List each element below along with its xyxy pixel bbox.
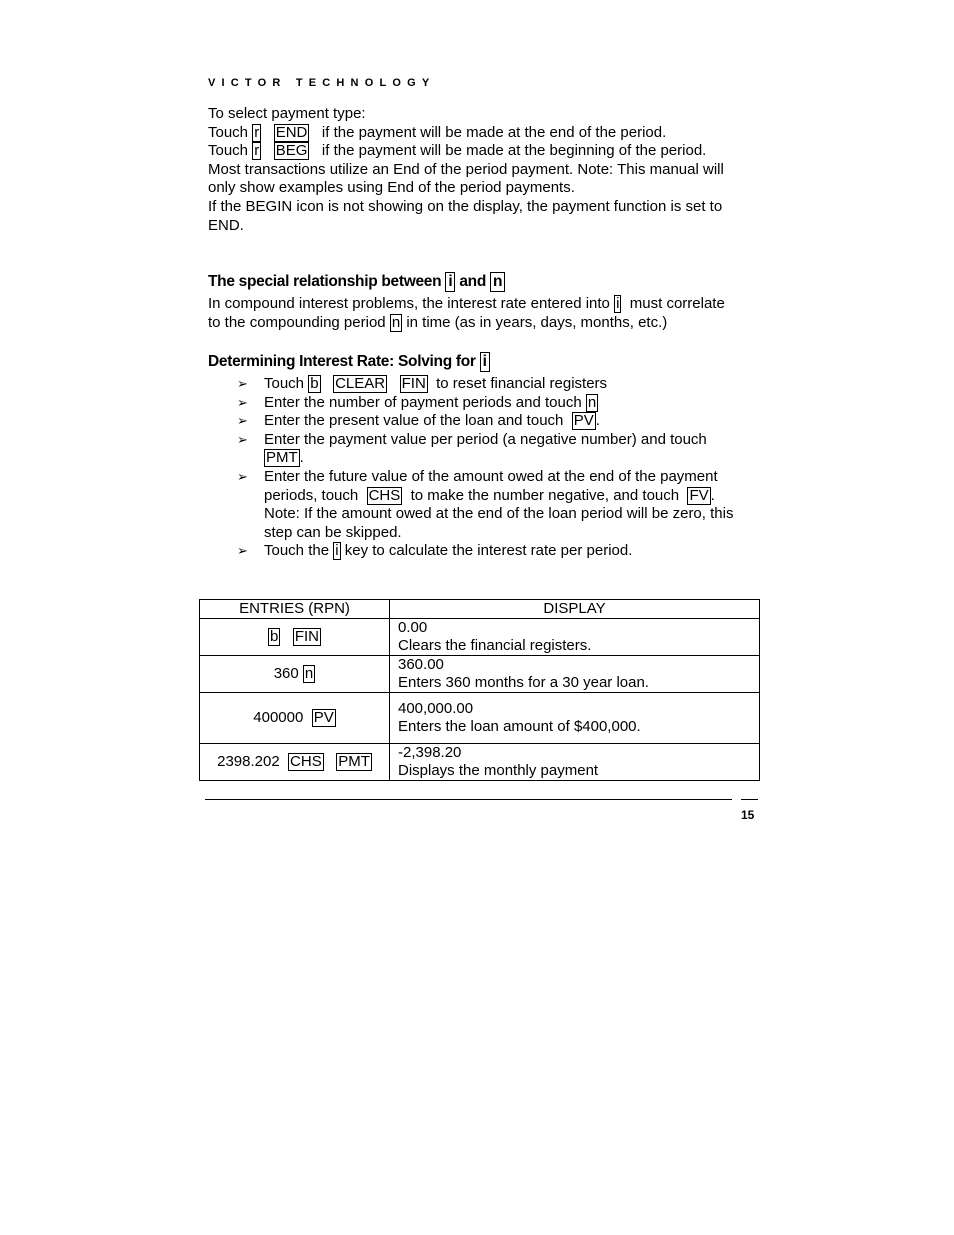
interest-rate-heading: Determining Interest Rate: Solving for i (208, 352, 490, 372)
paragraph-line: If the BEGIN icon is not showing on the display, the payment function is set to (208, 197, 723, 215)
key-i: i (445, 272, 455, 292)
example-table (199, 599, 760, 781)
entries-cell: 360 n (200, 656, 390, 693)
paragraph-line: END. (208, 216, 244, 234)
payment-end-line: Touch r END if the payment will be made at the end of the period. (208, 123, 667, 141)
key-fin: FIN (401, 375, 426, 392)
page-number: 15 (741, 808, 755, 822)
list-item: ➢ Enter the payment value per period (a negative number) and touch PMT . (237, 430, 707, 467)
key-fv: FV (689, 486, 709, 504)
arrow-bullet-icon: ➢ (237, 394, 248, 410)
payment-type-section (208, 105, 768, 235)
arrow-bullet-icon: ➢ (237, 413, 248, 429)
key-chs: CHS (290, 753, 322, 770)
key-pv: PV (573, 412, 594, 430)
key-b: b (310, 375, 319, 392)
table-row (200, 656, 760, 693)
key-pv: PV (313, 709, 334, 726)
key-end: END (275, 123, 308, 141)
list-item: ➢ Enter the present value of the loan and touch PV . (237, 412, 600, 430)
relationship-heading: The special relationship between i and n (208, 272, 505, 292)
key-beg: BEG (275, 142, 308, 160)
column-header-display: DISPLAY (390, 600, 760, 619)
list-item: ➢ Enter the future value of the amount owed at the end of the payment periods, touch CHS to make the number negative, and touch FV . Note: If the amount owed at the end of the loan period will be zero, this step can be skipped. (237, 467, 734, 541)
entries-cell: 400000 PV (200, 693, 390, 744)
key-pmt: PMT (338, 753, 370, 770)
key-fin: FIN (294, 628, 320, 645)
table-row (200, 744, 760, 781)
table-row (200, 619, 760, 656)
arrow-bullet-icon: ➢ (237, 468, 248, 484)
relationship-body: In compound interest problems, the interest rate entered into i must correlate to the compounding period n in time (as in years, days, months, etc.) (208, 295, 725, 331)
arrow-bullet-icon: ➢ (237, 431, 248, 447)
display-cell: 360.00 Enters 360 months for a 30 year loan. (390, 656, 760, 693)
list-item: ➢ Enter the number of payment periods and touch n (237, 393, 597, 411)
arrow-bullet-icon: ➢ (237, 376, 248, 391)
column-header-entries: ENTRIES (RPN) (200, 600, 390, 619)
steps-list (237, 375, 767, 561)
table-row (200, 693, 760, 744)
list-item: ➢ Touch b CLEAR FIN to reset financial registers (237, 375, 608, 392)
key-i: i (616, 295, 620, 312)
table-header-row (200, 600, 760, 619)
key-clear: CLEAR (335, 375, 386, 392)
payment-beg-line: Touch r BEG if the payment will be made at the beginning of the period. (208, 142, 707, 160)
key-chs: CHS (368, 486, 401, 504)
key-pmt: PMT (266, 449, 298, 467)
key-n: n (391, 313, 401, 331)
key-r: r (254, 142, 260, 160)
arrow-bullet-icon: ➢ (237, 543, 248, 559)
entries-cell: 2398.202 CHS PMT (200, 744, 390, 781)
payment-intro: To select payment type: (208, 105, 366, 122)
list-item: ➢ Touch the i key to calculate the interest rate per period. (237, 542, 633, 560)
paragraph-line: only show examples using End of the period payments. (208, 179, 575, 197)
display-cell: 0.00 Clears the financial registers. (390, 619, 760, 656)
entries-cell (200, 619, 390, 656)
key-r: r (254, 123, 260, 141)
running-header: VICTOR TECHNOLOGY (208, 77, 436, 89)
key-b: b (269, 628, 279, 645)
key-i: i (335, 542, 339, 560)
key-i: i (480, 352, 490, 372)
footer-rule (205, 799, 732, 800)
key-n: n (304, 665, 314, 682)
display-cell: 400,000.00 Enters the loan amount of $400,000. (390, 693, 760, 744)
key-n: n (587, 393, 597, 411)
display-cell: -2,398.20 Displays the monthly payment (390, 744, 760, 781)
paragraph-line: Most transactions utilize an End of the period payment. Note: This manual will (208, 160, 724, 178)
key-n: n (490, 272, 505, 292)
footer-rule-short (741, 799, 758, 800)
